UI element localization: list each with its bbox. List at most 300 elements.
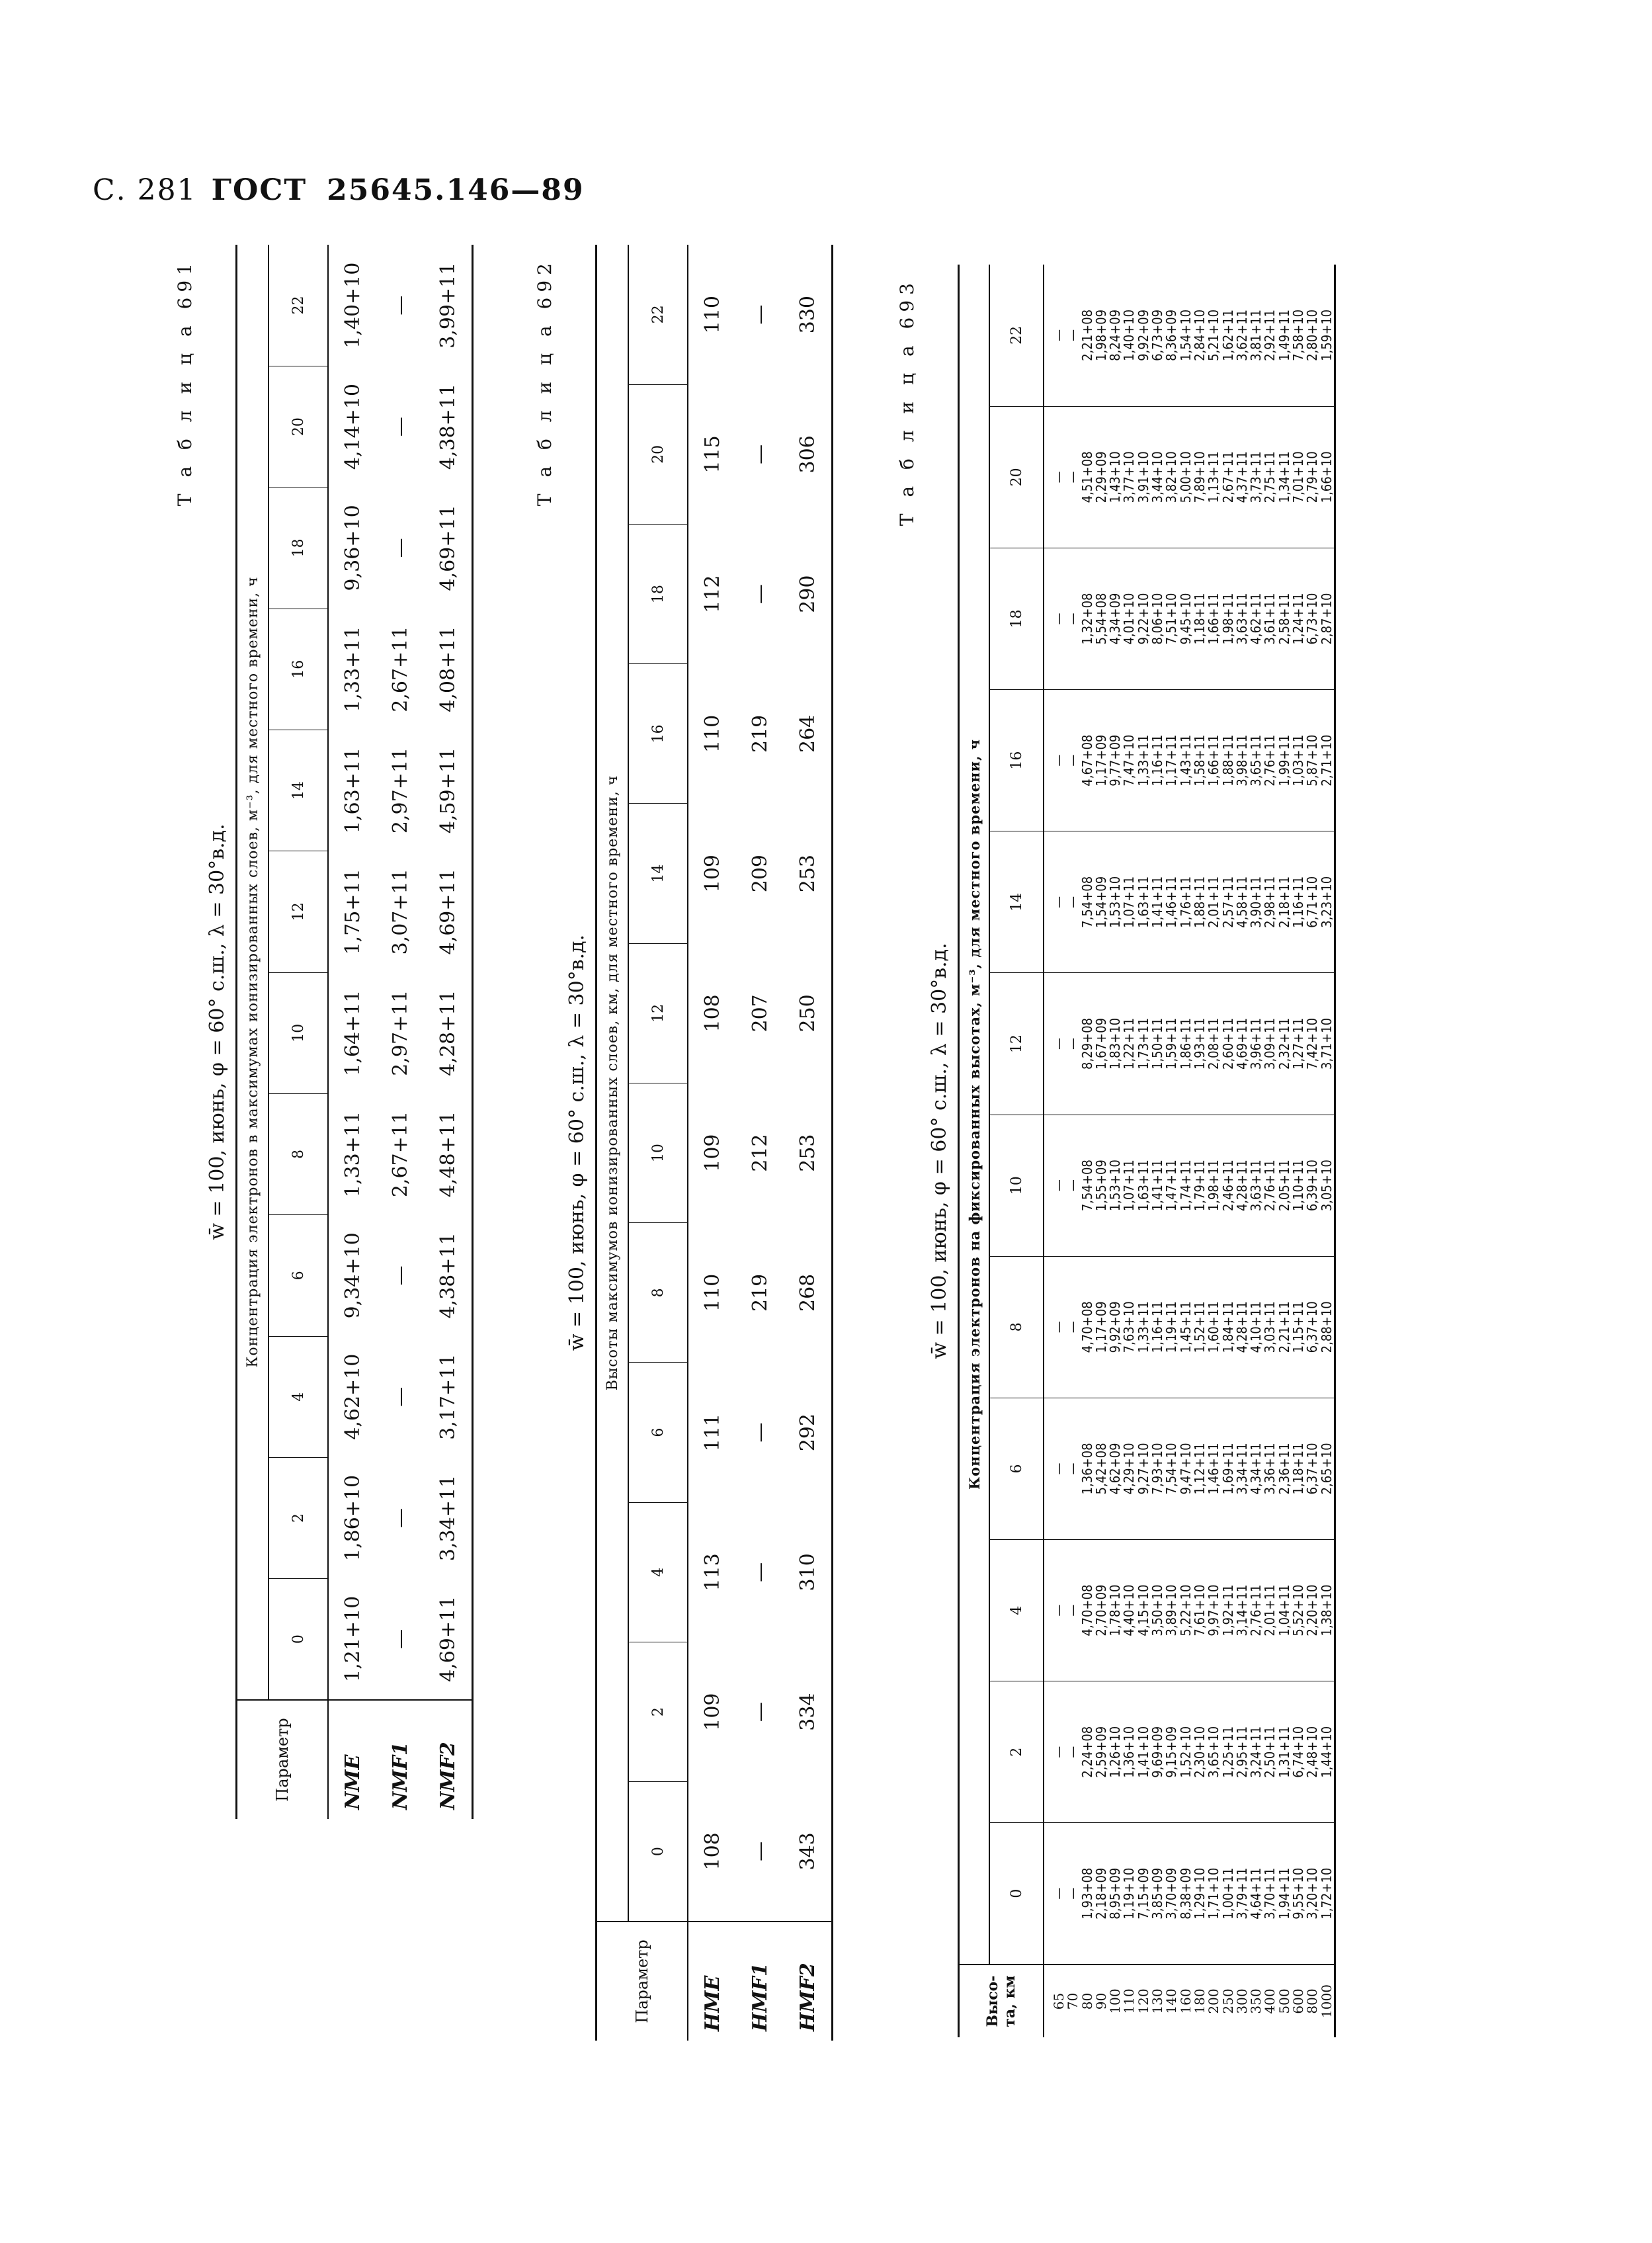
value-cell: 2,97+11 <box>388 747 412 834</box>
column-header-hour: 12 <box>628 943 688 1083</box>
value-cell: 1,84+11 <box>1219 1301 1236 1353</box>
value-cell: 1,62+11 <box>1219 309 1236 361</box>
value-cell: 4,69+11 <box>436 505 460 591</box>
value-cell: 253 <box>796 855 819 893</box>
value-cell: 1,10+11 <box>1290 1160 1307 1212</box>
table-691-block <box>171 245 474 1819</box>
column-header-hour: 2 <box>628 1642 688 1782</box>
value-cell: 1,66+10 <box>1318 451 1335 503</box>
value-cell: 6,74+10 <box>1290 1726 1307 1778</box>
value-cell: 3,91+10 <box>1135 451 1151 503</box>
value-cell: 1,52+11 <box>1191 1301 1208 1353</box>
height-value: 120 <box>1135 1988 1151 2014</box>
table-row <box>736 245 784 2041</box>
value-cell: 1,19+10 <box>1121 1867 1137 1920</box>
value-cell: 3,03+11 <box>1262 1301 1278 1353</box>
value-cell: 3,81+11 <box>1248 309 1264 361</box>
value-cell: — <box>1051 329 1067 341</box>
value-cell: 6,73+10 <box>1304 593 1321 645</box>
value-cell: 2,76+11 <box>1262 1160 1278 1212</box>
value-cell: 1,43+10 <box>1107 451 1124 503</box>
value-cell: 1,74+11 <box>1177 1160 1194 1212</box>
value-cell: 4,01+10 <box>1121 593 1137 645</box>
height-value: 180 <box>1191 1988 1208 2014</box>
parameter-name: HMF2 <box>784 1922 833 2041</box>
value-cell: — <box>1051 896 1067 908</box>
value-cell: 3,65+10 <box>1206 1726 1222 1778</box>
value-cell: 2,50+11 <box>1262 1726 1278 1778</box>
height-value: 160 <box>1177 1988 1194 2014</box>
value-cell: 1,00+11 <box>1219 1867 1236 1920</box>
value-cell: — <box>1051 1887 1067 1900</box>
value-cell: 3,07+11 <box>388 868 412 955</box>
group-header: Концентрация электронов на фиксированных высотах, м⁻³, для местного времени, ч <box>959 265 990 1965</box>
value-cell: 2,98+11 <box>1262 876 1278 928</box>
column-header-hour: 8 <box>628 1223 688 1363</box>
column-header-hour: 12 <box>989 973 1044 1115</box>
value-cell: 1,63+11 <box>341 747 364 834</box>
height-value: 350 <box>1248 1988 1264 2014</box>
value-cell: 1,33+11 <box>1135 1301 1151 1353</box>
value-cell: 1,31+11 <box>1276 1726 1292 1778</box>
value-cell: 5,21+10 <box>1206 309 1222 361</box>
value-cell: 2,18+11 <box>1276 876 1292 928</box>
value-cell: — <box>748 304 772 325</box>
height-column <box>1044 1965 1335 2037</box>
value-cell: 2,20+10 <box>1304 1584 1321 1636</box>
value-cell: 250 <box>796 994 819 1033</box>
table-691-subtitle: w̄ = 100, июнь, φ = 60° с.ш., λ = 30°в.д. <box>206 824 229 1240</box>
value-cell: 3,34+11 <box>436 1474 460 1562</box>
value-cell: 3,98+11 <box>1233 734 1250 786</box>
column-header-hour: 16 <box>268 609 328 730</box>
value-cell: 7,47+10 <box>1121 734 1137 786</box>
value-cell: 1,34+11 <box>1276 451 1292 503</box>
value-cell: 1,41+11 <box>1149 1160 1166 1212</box>
value-cell: 3,65+11 <box>1248 734 1264 786</box>
parameter-name: HME <box>688 1922 736 2041</box>
value-cell: 1,88+11 <box>1191 876 1208 928</box>
value-cell: 2,95+11 <box>1233 1726 1250 1778</box>
value-cell: 3,20+10 <box>1304 1867 1321 1920</box>
value-cell: 4,64+11 <box>1248 1867 1264 1920</box>
value-cell: 1,40+10 <box>341 262 364 349</box>
value-cell: 1,27+11 <box>1290 1017 1307 1070</box>
value-cell: 3,73+11 <box>1248 451 1264 503</box>
value-cell: 330 <box>796 296 819 334</box>
column-header-hour: 20 <box>628 384 688 524</box>
value-cell: — <box>748 1702 772 1722</box>
value-cell: 2,21+11 <box>1276 1301 1292 1353</box>
column-header-hour: 14 <box>628 804 688 943</box>
value-cell: 7,51+10 <box>1163 593 1180 645</box>
value-cell: 1,64+11 <box>341 990 364 1076</box>
value-cell: 3,34+11 <box>1233 1443 1250 1495</box>
value-cell: 1,73+11 <box>1135 1017 1151 1070</box>
value-cell: 5,87+10 <box>1304 734 1321 786</box>
value-cell: — <box>748 584 772 605</box>
parameter-name: NMF1 <box>376 1700 424 1819</box>
value-cell: 1,78+10 <box>1107 1584 1124 1636</box>
value-cell: 4,70+08 <box>1079 1584 1095 1636</box>
table-692-block <box>530 245 833 2041</box>
value-cell: 110 <box>700 1273 724 1312</box>
table-691 <box>235 245 474 1819</box>
value-cell: 9,22+10 <box>1135 593 1151 645</box>
value-cell: 115 <box>700 435 724 474</box>
value-cell: 111 <box>700 1414 724 1452</box>
value-cell: 1,63+11 <box>1135 1160 1151 1212</box>
value-cell: 1,36+10 <box>1121 1726 1137 1778</box>
value-cell: 4,67+08 <box>1079 734 1095 786</box>
value-cell: 3,50+10 <box>1149 1584 1166 1636</box>
value-cell: 108 <box>700 1832 724 1871</box>
table-row <box>784 245 833 2041</box>
value-cell: 7,54+08 <box>1079 1160 1095 1212</box>
value-cell: 2,80+10 <box>1304 309 1321 361</box>
column-header-hour: 8 <box>989 1256 1044 1398</box>
value-cell: 3,24+11 <box>1248 1726 1264 1778</box>
param-header: Параметр <box>237 1700 329 1819</box>
value-cell: 2,60+11 <box>1219 1017 1236 1070</box>
value-cell: 1,66+11 <box>1206 593 1222 645</box>
table-row <box>688 245 736 2041</box>
value-cell: 6,37+10 <box>1304 1301 1321 1353</box>
value-cell: 1,72+10 <box>1318 1867 1335 1920</box>
data-column <box>1044 973 1335 1115</box>
value-cell: 1,16+11 <box>1149 1301 1166 1353</box>
value-cell: — <box>388 1386 412 1407</box>
height-header: Высо-та, км <box>959 1965 1044 2037</box>
value-cell: 1,55+09 <box>1093 1160 1109 1212</box>
column-header-hour: 18 <box>268 487 328 609</box>
value-cell: — <box>1065 1462 1081 1475</box>
value-cell: — <box>748 444 772 464</box>
value-cell: 1,45+11 <box>1177 1301 1194 1353</box>
value-cell: 7,42+10 <box>1304 1017 1321 1070</box>
column-header-hour: 10 <box>268 972 328 1093</box>
height-value: 100 <box>1107 1988 1124 2014</box>
value-cell: 1,07+11 <box>1121 876 1137 928</box>
value-cell: — <box>1065 1321 1081 1333</box>
gost-label: ГОСТ <box>211 173 308 207</box>
value-cell: — <box>1051 1321 1067 1333</box>
value-cell: — <box>388 1629 412 1649</box>
value-cell: 1,18+11 <box>1191 593 1208 645</box>
value-cell: 1,36+08 <box>1079 1443 1095 1495</box>
value-cell: 4,40+10 <box>1121 1584 1137 1636</box>
value-cell: 2,48+10 <box>1304 1726 1321 1778</box>
value-cell: 212 <box>748 1134 772 1172</box>
value-cell: 310 <box>796 1553 819 1591</box>
table-691-caption: Т а б л и ц а 691 <box>174 258 196 507</box>
value-cell: 264 <box>796 714 819 753</box>
value-cell: 3,89+10 <box>1163 1584 1180 1636</box>
value-cell: 1,46+11 <box>1163 876 1180 928</box>
value-cell: 2,67+11 <box>1219 451 1236 503</box>
value-cell: 1,98+11 <box>1219 593 1236 645</box>
value-cell: 8,38+09 <box>1177 1867 1194 1920</box>
value-cell: 6,37+10 <box>1304 1443 1321 1495</box>
value-cell: 2,65+10 <box>1318 1443 1335 1495</box>
page-header <box>93 173 585 207</box>
value-cell: 7,54+10 <box>1163 1443 1180 1495</box>
value-cell: 4,69+11 <box>1233 1017 1250 1070</box>
column-header-hour: 6 <box>989 1398 1044 1539</box>
value-cell: — <box>1065 1179 1081 1192</box>
value-cell: 4,28+11 <box>1233 1160 1250 1212</box>
value-cell: 8,36+09 <box>1163 309 1180 361</box>
value-cell: 4,37+11 <box>1233 451 1250 503</box>
value-cell: 1,59+11 <box>1163 1017 1180 1070</box>
value-cell: 2,67+11 <box>388 1111 412 1198</box>
value-cell: 1,21+10 <box>341 1595 364 1682</box>
value-cell: — <box>388 295 412 316</box>
value-cell: 1,83+10 <box>1107 1017 1124 1070</box>
column-header-hour: 0 <box>989 1823 1044 1965</box>
value-cell: 109 <box>700 855 724 893</box>
value-cell: — <box>1065 471 1081 484</box>
value-cell: 1,17+09 <box>1093 1301 1109 1353</box>
value-cell: 1,60+11 <box>1206 1301 1222 1353</box>
value-cell: 8,06+10 <box>1149 593 1166 645</box>
value-cell: 219 <box>748 1273 772 1312</box>
value-cell: 1,54+10 <box>1177 309 1194 361</box>
value-cell: 1,32+08 <box>1079 593 1095 645</box>
height-value: 90 <box>1093 1992 1109 2010</box>
value-cell: 3,70+09 <box>1163 1867 1180 1920</box>
column-header-hour: 10 <box>628 1083 688 1223</box>
height-value: 140 <box>1163 1988 1180 2014</box>
data-column <box>1044 1681 1335 1823</box>
value-cell: 292 <box>796 1414 819 1452</box>
value-cell: 4,08+11 <box>436 626 460 712</box>
value-cell: 6,73+09 <box>1149 309 1166 361</box>
value-cell: — <box>1065 896 1081 908</box>
value-cell: — <box>1065 1037 1081 1050</box>
data-column <box>1044 1398 1335 1539</box>
value-cell: 219 <box>748 714 772 753</box>
height-value: 500 <box>1276 1988 1292 2014</box>
value-cell: 1,44+10 <box>1318 1726 1335 1778</box>
value-cell: 2,57+11 <box>1219 876 1236 928</box>
value-cell: 2,21+08 <box>1079 309 1095 361</box>
value-cell: 2,79+10 <box>1304 451 1321 503</box>
data-column <box>1044 548 1335 689</box>
value-cell: 3,71+10 <box>1318 1017 1335 1070</box>
value-cell: 3,63+11 <box>1248 1160 1264 1212</box>
value-cell: 1,43+11 <box>1177 734 1194 786</box>
value-cell: 1,15+11 <box>1290 1301 1307 1353</box>
value-cell: 7,89+10 <box>1191 451 1208 503</box>
value-cell: 1,47+11 <box>1163 1160 1180 1212</box>
value-cell: 3,79+11 <box>1233 1867 1250 1920</box>
value-cell: 1,46+11 <box>1206 1443 1222 1495</box>
value-cell: 1,53+10 <box>1107 1160 1124 1212</box>
value-cell: 9,34+10 <box>341 1232 364 1319</box>
value-cell: 9,69+09 <box>1149 1726 1166 1778</box>
value-cell: 8,24+09 <box>1107 309 1124 361</box>
value-cell: 1,17+11 <box>1163 734 1180 786</box>
value-cell: 334 <box>796 1693 819 1731</box>
height-value: 250 <box>1219 1988 1236 2014</box>
value-cell: 7,54+08 <box>1079 876 1095 928</box>
height-value: 1000 <box>1318 1984 1335 2018</box>
value-cell: 3,62+11 <box>1233 309 1250 361</box>
value-cell: 9,45+10 <box>1177 593 1194 645</box>
value-cell: 2,01+11 <box>1262 1584 1278 1636</box>
value-cell: 1,12+11 <box>1191 1443 1208 1495</box>
height-value: 70 <box>1065 1992 1081 2010</box>
value-cell: — <box>388 538 412 558</box>
value-cell: 4,14+10 <box>341 384 364 470</box>
value-cell: 6,39+10 <box>1304 1160 1321 1212</box>
value-cell: 1,18+11 <box>1290 1443 1307 1495</box>
value-cell: 4,62+09 <box>1107 1443 1124 1495</box>
column-header-hour: 20 <box>989 406 1044 548</box>
value-cell: 7,61+10 <box>1191 1584 1208 1636</box>
value-cell: 2,84+10 <box>1191 309 1208 361</box>
value-cell: 2,71+10 <box>1318 734 1335 786</box>
table-692-subtitle: w̄ = 100, июнь, φ = 60° с.ш., λ = 30°в.д. <box>565 934 589 1351</box>
height-value: 800 <box>1304 1988 1321 2014</box>
value-cell: 2,46+11 <box>1219 1160 1236 1212</box>
value-cell: 1,26+10 <box>1107 1726 1124 1778</box>
value-cell: 1,86+10 <box>341 1474 364 1562</box>
value-cell: — <box>1051 754 1067 767</box>
value-cell: 1,22+11 <box>1121 1017 1137 1070</box>
value-cell: 2,24+08 <box>1079 1726 1095 1778</box>
column-header-hour: 10 <box>989 1115 1044 1256</box>
value-cell: — <box>748 1841 772 1861</box>
value-cell: 3,63+11 <box>1233 593 1250 645</box>
height-value: 300 <box>1233 1988 1250 2014</box>
gost-number: 25645.146—89 <box>327 173 585 207</box>
value-cell: 1,16+11 <box>1290 876 1307 928</box>
value-cell: — <box>748 1422 772 1443</box>
column-header-hour: 18 <box>628 525 688 664</box>
value-cell: 3,17+11 <box>436 1353 460 1440</box>
data-column <box>1044 1256 1335 1398</box>
value-cell: 9,15+09 <box>1163 1726 1180 1778</box>
parameter-name: NMF2 <box>424 1700 473 1819</box>
value-cell: 1,66+11 <box>1206 734 1222 786</box>
value-cell: 4,59+11 <box>436 747 460 834</box>
table-693-subtitle: w̄ = 100, июнь, φ = 60° с.ш., λ = 30°в.д. <box>928 943 951 1359</box>
column-header-hour: 0 <box>268 1579 328 1700</box>
table-row <box>376 245 424 1819</box>
value-cell: 253 <box>796 1134 819 1172</box>
data-column <box>1044 1823 1335 1965</box>
value-cell: 268 <box>796 1273 819 1312</box>
value-cell: 1,19+11 <box>1163 1301 1180 1353</box>
value-cell: — <box>388 417 412 437</box>
height-value: 110 <box>1121 1988 1137 2014</box>
value-cell: 4,58+11 <box>1233 876 1250 928</box>
value-cell: 1,75+11 <box>341 868 364 955</box>
value-cell: 4,29+10 <box>1121 1443 1137 1495</box>
data-column <box>1044 1115 1335 1256</box>
value-cell: 3,77+10 <box>1121 451 1137 503</box>
table-row <box>328 245 376 1819</box>
value-cell: 1,88+11 <box>1219 734 1236 786</box>
value-cell: — <box>388 1265 412 1286</box>
value-cell: 1,59+10 <box>1318 309 1335 361</box>
value-cell: 1,29+10 <box>1191 1867 1208 1920</box>
parameter-name: NME <box>328 1700 376 1819</box>
value-cell: 343 <box>796 1832 819 1871</box>
value-cell: 209 <box>748 855 772 893</box>
value-cell: 4,10+11 <box>1248 1301 1264 1353</box>
value-cell: 2,88+10 <box>1318 1301 1335 1353</box>
value-cell: — <box>1051 471 1067 484</box>
table-row <box>424 245 473 1819</box>
height-value: 65 <box>1051 1992 1067 2010</box>
height-value: 400 <box>1262 1988 1278 2014</box>
value-cell: 1,54+09 <box>1093 876 1109 928</box>
column-header-hour: 22 <box>628 245 688 384</box>
value-cell: 5,52+10 <box>1290 1584 1307 1636</box>
value-cell: 2,08+11 <box>1206 1017 1222 1070</box>
value-cell: 1,50+11 <box>1149 1017 1166 1070</box>
table-692-caption: Т а б л и ц а 692 <box>534 258 556 507</box>
value-cell: 5,54+08 <box>1093 593 1109 645</box>
height-value: 80 <box>1079 1992 1095 2010</box>
table-693-block <box>893 265 1336 2037</box>
value-cell: 3,09+11 <box>1262 1017 1278 1070</box>
value-cell: 1,63+11 <box>1135 876 1151 928</box>
value-cell: 110 <box>700 296 724 334</box>
value-cell: 4,70+08 <box>1079 1301 1095 1353</box>
value-cell: 1,03+11 <box>1290 734 1307 786</box>
value-cell: 2,29+09 <box>1093 451 1109 503</box>
table-693 <box>958 265 1336 2037</box>
parameter-name: HMF1 <box>736 1922 784 2041</box>
value-cell: 2,76+11 <box>1262 734 1278 786</box>
value-cell: 2,30+10 <box>1191 1726 1208 1778</box>
value-cell: 1,53+10 <box>1107 876 1124 928</box>
value-cell: 1,69+11 <box>1219 1443 1236 1495</box>
value-cell: 109 <box>700 1134 724 1172</box>
value-cell: 1,49+11 <box>1276 309 1292 361</box>
column-header-hour: 2 <box>989 1681 1044 1823</box>
column-header-hour: 14 <box>989 831 1044 973</box>
value-cell: 7,01+10 <box>1290 451 1307 503</box>
value-cell: 9,97+10 <box>1206 1584 1222 1636</box>
value-cell: 9,92+09 <box>1135 309 1151 361</box>
value-cell: 8,95+09 <box>1107 1867 1124 1920</box>
value-cell: 1,25+11 <box>1219 1726 1236 1778</box>
value-cell: 9,92+09 <box>1107 1301 1124 1353</box>
value-cell: 3,90+11 <box>1248 876 1264 928</box>
table-692 <box>595 245 833 2041</box>
value-cell: — <box>1065 329 1081 341</box>
value-cell: 109 <box>700 1693 724 1731</box>
data-column <box>1044 406 1335 548</box>
value-cell: 3,82+10 <box>1163 451 1180 503</box>
data-column <box>1044 831 1335 973</box>
value-cell: — <box>1051 1179 1067 1192</box>
value-cell: 4,28+11 <box>1233 1301 1250 1353</box>
height-value: 600 <box>1290 1988 1307 2014</box>
value-cell: 4,34+11 <box>1248 1443 1264 1495</box>
value-cell: 1,79+11 <box>1191 1160 1208 1212</box>
value-cell: 2,75+11 <box>1262 451 1278 503</box>
value-cell: — <box>1065 1746 1081 1758</box>
value-cell: 1,86+11 <box>1177 1017 1194 1070</box>
value-cell: 9,27+10 <box>1135 1443 1151 1495</box>
value-cell: 2,01+11 <box>1206 876 1222 928</box>
